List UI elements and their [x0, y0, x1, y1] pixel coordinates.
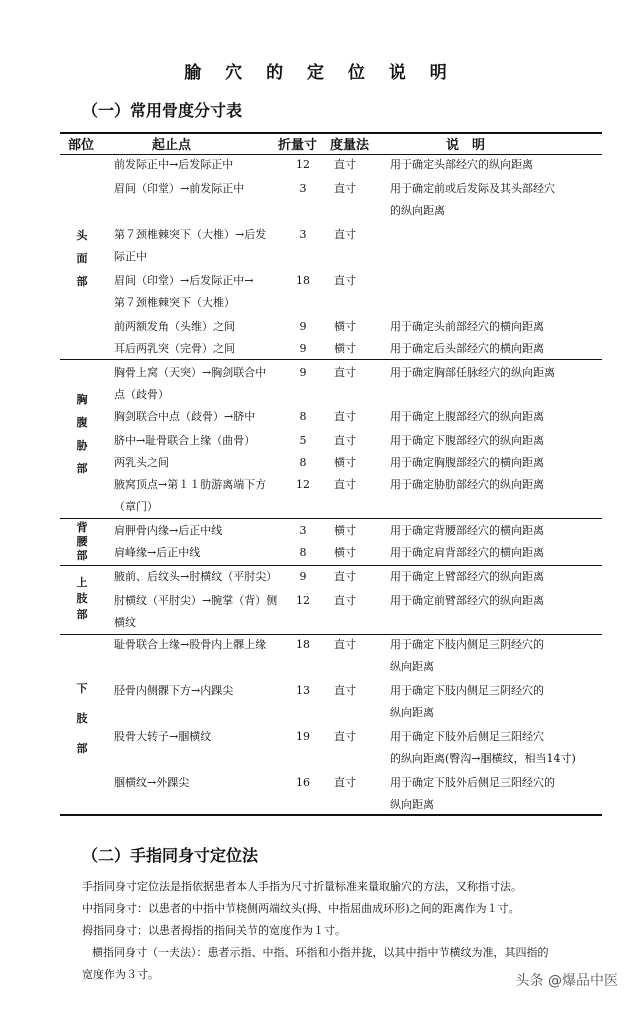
row-note-cell	[390, 362, 600, 384]
row-method-cell-line: 横寸	[334, 456, 356, 469]
row-range-cell-line: 肩峰缘→后正中线	[114, 546, 201, 559]
row-range-cell	[114, 430, 280, 452]
row-inch-cell-line: 3	[299, 182, 307, 195]
row-method-cell	[334, 406, 378, 428]
row-note-cell	[390, 634, 600, 678]
row-inch-cell	[286, 406, 320, 428]
row-inch-cell-line: 9	[299, 320, 307, 333]
row-note-cell-line: 用于确定头前部经穴的横向距离	[390, 320, 544, 333]
row-range-cell-line: 胸骨上窝（天突）→胸剑联合中	[114, 366, 267, 379]
row-inch-cell	[286, 224, 320, 246]
row-method-cell	[334, 362, 378, 384]
row-range-cell	[114, 362, 280, 406]
row-range-cell	[114, 590, 280, 634]
row-note-cell-line: 用于确定下肢内侧足三阴经穴的	[390, 638, 544, 651]
row-note-cell	[390, 452, 600, 474]
header-part: 部位	[68, 138, 95, 153]
row-method-cell-line: 直寸	[334, 434, 356, 447]
part-char: 上	[76, 576, 88, 589]
row-range-cell	[114, 178, 280, 200]
header-range: 起止点	[152, 138, 192, 153]
row-range-cell-line: 点（歧骨）	[114, 388, 169, 401]
row-method-cell-line: 直寸	[334, 776, 356, 789]
part-char: 部	[76, 275, 88, 288]
row-method-cell-line: 直寸	[334, 570, 356, 583]
header-note: 说 明	[446, 138, 486, 153]
row-inch-cell	[286, 474, 320, 496]
row-inch-cell-line: 19	[296, 730, 310, 743]
row-range-cell	[114, 154, 280, 176]
row-inch-cell-line: 12	[296, 478, 310, 491]
row-method-cell	[334, 178, 378, 200]
row-range-cell-line: 胫骨内侧髁下方→内踝尖	[114, 684, 234, 697]
row-range-cell-line: 横纹	[114, 616, 136, 629]
row-method-cell	[334, 154, 378, 176]
part-char: 面	[76, 252, 88, 265]
row-inch-cell-line: 16	[296, 776, 310, 789]
row-note-cell-line: 纵向距离	[390, 798, 434, 811]
row-range-cell-line: 前发际正中→后发际正中	[114, 158, 234, 171]
part-char: 腹	[76, 416, 88, 429]
row-method-cell-line: 直寸	[334, 228, 356, 241]
row-inch-cell	[286, 566, 320, 588]
row-inch-cell	[286, 452, 320, 474]
row-range-cell-line: 腋窝顶点→第１１肋游离端下方	[114, 478, 267, 491]
row-range-cell-line: 腋前、后纹头→肘横纹（平肘尖）	[114, 570, 278, 583]
row-inch-cell	[286, 270, 320, 292]
part-char: 下	[76, 682, 88, 695]
row-inch-cell-line: 12	[296, 158, 310, 171]
row-range-cell-line: 前两额发角（头维）之间	[114, 320, 235, 333]
row-method-cell	[334, 542, 378, 564]
row-method-cell-line: 直寸	[334, 730, 356, 743]
row-note-cell	[390, 680, 600, 724]
row-method-cell-line: 直寸	[334, 274, 356, 287]
row-note-cell	[390, 590, 600, 612]
row-note-cell-line: 用于确定胸部任脉经穴的纵向距离	[390, 366, 555, 379]
row-note-cell	[390, 726, 600, 770]
part-char: 肢	[76, 592, 88, 605]
row-note-cell-line: 用于确定前臂部经穴的纵向距离	[390, 594, 544, 607]
row-note-cell-line: 用于确定上臂部经穴的纵向距离	[390, 570, 544, 583]
row-range-cell-line: 胸剑联合中点（歧骨）→脐中	[114, 410, 256, 423]
row-note-cell-line: 用于确定上腹部经穴的纵向距离	[390, 410, 544, 423]
row-inch-cell	[286, 634, 320, 656]
row-method-cell	[334, 520, 378, 542]
row-inch-cell	[286, 338, 320, 360]
row-inch-cell-line: 9	[299, 570, 307, 583]
bone-measurement-table	[60, 132, 602, 814]
row-range-cell	[114, 542, 280, 564]
row-range-cell-line: （章门）	[114, 500, 158, 513]
row-method-cell	[334, 590, 378, 612]
row-inch-cell-line: 12	[296, 594, 310, 607]
row-range-cell-line: 第７颈椎棘突下（大椎）→后发	[114, 228, 267, 241]
row-method-cell-line: 直寸	[334, 182, 356, 195]
row-range-cell	[114, 224, 280, 268]
row-note-cell-line: 用于确定下肢内侧足三阴经穴的	[390, 684, 544, 697]
part-label-back	[70, 521, 94, 563]
row-method-cell	[334, 224, 378, 246]
row-note-cell	[390, 406, 600, 428]
part-char: 肢	[76, 712, 88, 725]
row-inch-cell-line: 8	[299, 410, 307, 423]
part-char: 头	[76, 229, 88, 242]
row-inch-cell	[286, 590, 320, 612]
row-note-cell-line: 纵向距离	[390, 706, 434, 719]
row-note-cell	[390, 566, 600, 588]
row-range-cell	[114, 520, 280, 542]
row-inch-cell	[286, 680, 320, 702]
row-note-cell	[390, 154, 600, 176]
row-range-cell-line: 两乳头之间	[114, 456, 169, 469]
row-note-cell	[390, 474, 600, 496]
header-inch: 折量寸	[278, 138, 318, 153]
row-range-cell-line: 际正中	[114, 250, 147, 263]
part-label-lower-limb	[70, 674, 94, 764]
row-inch-cell	[286, 726, 320, 748]
row-method-cell	[334, 634, 378, 656]
row-inch-cell	[286, 542, 320, 564]
row-note-cell-line: 的纵向距离	[390, 204, 445, 217]
row-inch-cell-line: 9	[299, 366, 307, 379]
paragraph: 手指同身寸定位法是指依据患者本人手指为尺寸折量标准来量取腧穴的方法，又称指寸法。	[82, 880, 522, 893]
watermark-text: 头条 @爆品中医	[515, 973, 618, 989]
row-inch-cell-line: 5	[299, 434, 307, 447]
row-range-cell	[114, 634, 280, 656]
row-note-cell	[390, 316, 600, 338]
row-method-cell	[334, 430, 378, 452]
part-char: 部	[76, 742, 88, 755]
row-method-cell	[334, 680, 378, 702]
row-inch-cell-line: 18	[296, 638, 310, 651]
paragraph: 拇指同身寸：以患者拇指的指间关节的宽度作为１寸。	[82, 924, 346, 937]
section-title-bone-measurement: （一）常用骨度分寸表	[82, 101, 243, 120]
part-label-chest	[70, 388, 94, 480]
row-range-cell-line: 第７颈椎棘突下（大椎）	[114, 296, 235, 309]
row-inch-cell	[286, 154, 320, 176]
row-note-cell	[390, 772, 600, 816]
row-note-cell-line: 用于确定前或后发际及其头部经穴	[390, 182, 555, 195]
part-char: 背	[76, 521, 88, 534]
row-inch-cell	[286, 178, 320, 200]
row-note-cell-line: 用于确定下腹部经穴的纵向距离	[390, 434, 544, 447]
row-note-cell	[390, 338, 600, 360]
row-method-cell-line: 直寸	[334, 478, 356, 491]
part-label-head	[70, 224, 94, 293]
row-inch-cell-line: 9	[299, 342, 307, 355]
part-char: 部	[76, 462, 88, 475]
row-range-cell-line: 肘横纹（平肘尖）→腕掌（背）侧	[114, 594, 278, 607]
row-range-cell	[114, 316, 280, 338]
row-range-cell-line: 股骨大转子→腘横纹	[114, 730, 212, 743]
part-char: 胁	[76, 439, 88, 452]
row-range-cell	[114, 566, 280, 588]
row-note-cell	[390, 520, 600, 542]
page-title: 腧 穴 的 定 位 说 明	[184, 63, 456, 83]
row-range-cell	[114, 338, 280, 360]
row-method-cell	[334, 452, 378, 474]
part-char: 部	[76, 549, 88, 562]
row-method-cell-line: 横寸	[334, 320, 356, 333]
part-char: 腰	[76, 535, 88, 548]
row-range-cell	[114, 406, 280, 428]
row-range-cell	[114, 726, 280, 748]
row-method-cell	[334, 566, 378, 588]
row-note-cell-line: 用于确定下肢外后侧足三阳经穴	[390, 730, 544, 743]
row-range-cell-line: 眉间（印堂）→后发际正中→	[114, 274, 254, 287]
row-method-cell	[334, 338, 378, 360]
row-inch-cell	[286, 520, 320, 542]
group-divider	[60, 518, 602, 519]
row-inch-cell	[286, 316, 320, 338]
row-inch-cell	[286, 430, 320, 452]
part-label-upper-limb	[70, 575, 94, 623]
row-range-cell	[114, 270, 280, 314]
row-method-cell-line: 直寸	[334, 366, 356, 379]
row-method-cell	[334, 772, 378, 794]
row-method-cell-line: 横寸	[334, 546, 356, 559]
row-note-cell	[390, 430, 600, 452]
row-range-cell	[114, 772, 280, 794]
row-note-cell-line: 用于确定肩背部经穴的横向距离	[390, 546, 544, 559]
paragraph: 中指同身寸：以患者的中指中节桡侧两端纹头(拇、中指屈曲成环形)之间的距离作为１寸。	[82, 902, 520, 915]
row-range-cell	[114, 474, 280, 518]
row-method-cell-line: 直寸	[334, 684, 356, 697]
row-method-cell	[334, 474, 378, 496]
row-inch-cell	[286, 772, 320, 794]
row-note-cell	[390, 178, 600, 222]
row-range-cell-line: 眉间（印堂）→前发际正中	[114, 182, 245, 195]
row-note-cell-line: 用于确定下肢外后侧足三阳经穴的	[390, 776, 555, 789]
row-note-cell-line: 纵向距离	[390, 660, 434, 673]
row-note-cell-line: 用于确定胁肋部经穴的纵向距离	[390, 478, 544, 491]
row-method-cell	[334, 726, 378, 748]
row-range-cell-line: 腘横纹→外踝尖	[114, 776, 190, 789]
header-method: 度量法	[330, 138, 370, 153]
part-char: 胸	[76, 393, 88, 406]
row-range-cell-line: 脐中→耻骨联合上缘（曲骨）	[114, 434, 256, 447]
row-note-cell	[390, 542, 600, 564]
row-inch-cell-line: 8	[299, 546, 307, 559]
row-range-cell-line: 耻骨联合上缘→股骨内上髁上缘	[114, 638, 267, 651]
row-inch-cell-line: 8	[299, 456, 307, 469]
row-note-cell-line: 用于确定后头部经穴的横向距离	[390, 342, 544, 355]
row-inch-cell-line: 3	[299, 524, 307, 537]
row-range-cell	[114, 452, 280, 474]
row-inch-cell-line: 18	[296, 274, 310, 287]
row-method-cell-line: 直寸	[334, 638, 356, 651]
row-method-cell	[334, 316, 378, 338]
row-method-cell	[334, 270, 378, 292]
row-note-cell-line: 用于确定胸腹部经穴的横向距离	[390, 456, 544, 469]
part-char: 部	[76, 608, 88, 621]
row-method-cell-line: 直寸	[334, 594, 356, 607]
row-inch-cell-line: 13	[296, 684, 310, 697]
row-range-cell-line: 肩胛骨内缘→后正中线	[114, 524, 223, 537]
row-inch-cell	[286, 362, 320, 384]
row-inch-cell-line: 3	[299, 228, 307, 241]
paragraph: 宽度作为３寸。	[82, 968, 159, 981]
row-method-cell-line: 直寸	[334, 410, 356, 423]
row-method-cell-line: 直寸	[334, 158, 356, 171]
row-note-cell-line: 用于确定头部经穴的纵向距离	[390, 158, 533, 171]
row-method-cell-line: 横寸	[334, 342, 356, 355]
paragraph: 横指同身寸（一夫法）：患者示指、中指、环指和小指并拢，以其中指中节横纹为准，其四指的	[92, 946, 549, 959]
row-method-cell-line: 横寸	[334, 524, 356, 537]
row-range-cell-line: 耳后两乳突（完骨）之间	[114, 342, 235, 355]
row-note-cell-line: 用于确定背腰部经穴的横向距离	[390, 524, 544, 537]
section-title-finger-measurement: （二）手指同身寸定位法	[82, 846, 259, 865]
row-note-cell-line: 的纵向距离(臀沟→腘横纹，相当14寸)	[390, 752, 576, 765]
row-range-cell	[114, 680, 280, 702]
